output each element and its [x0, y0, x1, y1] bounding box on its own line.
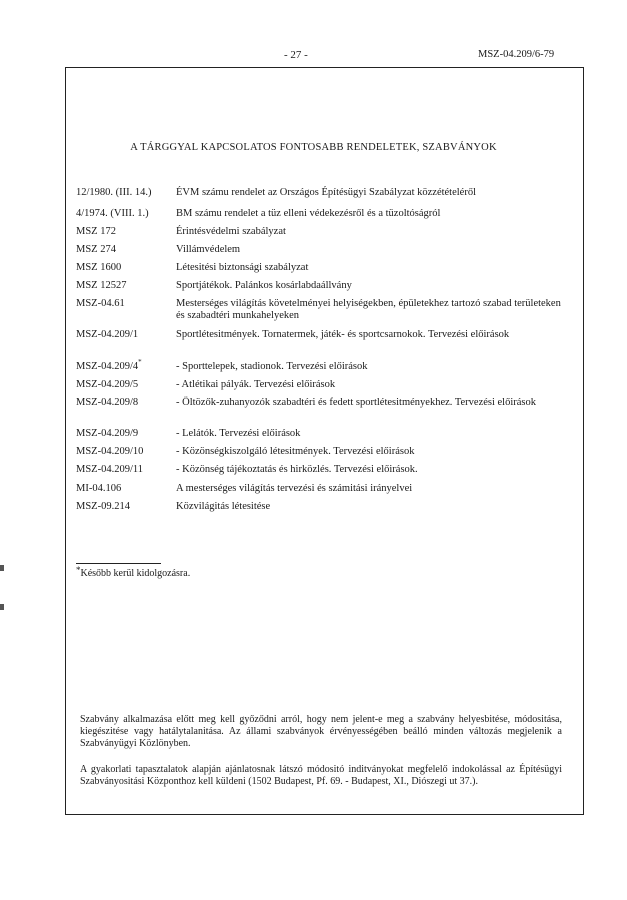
- footnote-mark: *: [76, 565, 81, 575]
- reference-code: 12/1980. (III. 14.): [76, 187, 152, 198]
- reference-code: MSZ-09.214: [76, 501, 130, 512]
- reference-description: Közvilágitás létesitése: [176, 501, 271, 512]
- validity-note: Szabvány alkalmazása előtt meg kell győződni arról, hogy nem jelent-e meg a szabvány helyesbitése, módositása, kiegészitése vagy hatálytalanitása. Az állami szabványok érvényességében beálló minden változás megjelenik a Szabványügyi Közlönyben.: [80, 714, 562, 749]
- page-number: - 27 -: [284, 49, 308, 61]
- reference-code: MSZ-04.209/8: [76, 397, 139, 408]
- footnote-mark: *: [138, 358, 142, 366]
- margin-mark: [0, 565, 4, 571]
- reference-description: Sportjátékok. Palánkos kosárlabdaállvány: [176, 280, 352, 291]
- reference-code: MSZ 172: [76, 226, 116, 237]
- reference-description: - Közönségkiszolgáló létesitmények. Tervezési előirások: [176, 446, 415, 457]
- content-frame: [65, 67, 584, 815]
- reference-description: - Lelátók. Tervezési előirások: [176, 428, 301, 439]
- reference-description: BM számu rendelet a tüz elleni védekezésről és a tüzoltóságról: [176, 208, 441, 219]
- reference-description: A mesterséges világítás tervezési és számitási irányelvei: [176, 483, 413, 494]
- reference-description: Érintésvédelmi szabályzat: [176, 226, 286, 237]
- footnote-text: Később kerül kidolgozásra.: [80, 568, 191, 579]
- standard-id: MSZ-04.209/6-79: [478, 49, 555, 60]
- reference-code: MI-04.106: [76, 483, 122, 494]
- reference-description: - Közönség tájékoztatás és hirközlés. Tervezési előirások.: [176, 464, 418, 475]
- reference-code: MSZ-04.209/11: [76, 464, 143, 475]
- margin-mark: [0, 604, 4, 610]
- reference-code: MSZ-04.209/4: [76, 361, 139, 372]
- reference-code: MSZ-04.209/5: [76, 379, 139, 390]
- reference-code: MSZ 12527: [76, 280, 127, 291]
- reference-code: MSZ-04.209/1: [76, 329, 139, 340]
- footnote: [76, 565, 191, 579]
- reference-description: - Öltözők-zuhanyozók szabadtéri és fedett sportlétesitményekhez. Tervezési előirások: [176, 397, 537, 408]
- footnote-divider: [76, 563, 161, 564]
- reference-description: - Sporttelepek, stadionok. Tervezési előirások: [176, 361, 368, 372]
- reference-description: Mesterséges világítás követelményei helyiségekben, épületekhez tartozó szabad területeken és szabadtéri munkahelyeken: [176, 298, 561, 321]
- reference-code: 4/1974. (VIII. 1.): [76, 208, 149, 219]
- reference-code: MSZ 1600: [76, 262, 122, 273]
- reference-description: Létesitési biztonsági szabályzat: [176, 262, 309, 273]
- reference-code-with-mark: [76, 358, 142, 373]
- reference-description: Sportlétesitmények. Tornatermek, játék- és sportcsarnokok. Tervezési előirások: [176, 329, 510, 340]
- reference-code: MSZ 274: [76, 244, 116, 255]
- submission-note: A gyakorlati tapasztalatok alapján ajánlatosnak látszó módositó inditványokat megfelelő indokolással az Építésügyi Szabványositási Központhoz kell küldeni (1502 Budapest, Pf. 69. - Budapest, XI., Diószegi ut 37.).: [80, 764, 562, 787]
- reference-description: Villámvédelem: [176, 244, 241, 255]
- reference-code: MSZ-04.61: [76, 298, 125, 309]
- reference-description: - Atlétikai pályák. Tervezési előirások: [176, 379, 336, 390]
- reference-description: ÉVM számu rendelet az Országos Építésügyi Szabályzat közzétételéről: [176, 187, 477, 198]
- reference-code: MSZ-04.209/9: [76, 428, 139, 439]
- section-title: A TÁRGGYAL KAPCSOLATOS FONTOSABB RENDELETEK, SZABVÁNYOK: [130, 142, 497, 153]
- reference-code: MSZ-04.209/10: [76, 446, 144, 457]
